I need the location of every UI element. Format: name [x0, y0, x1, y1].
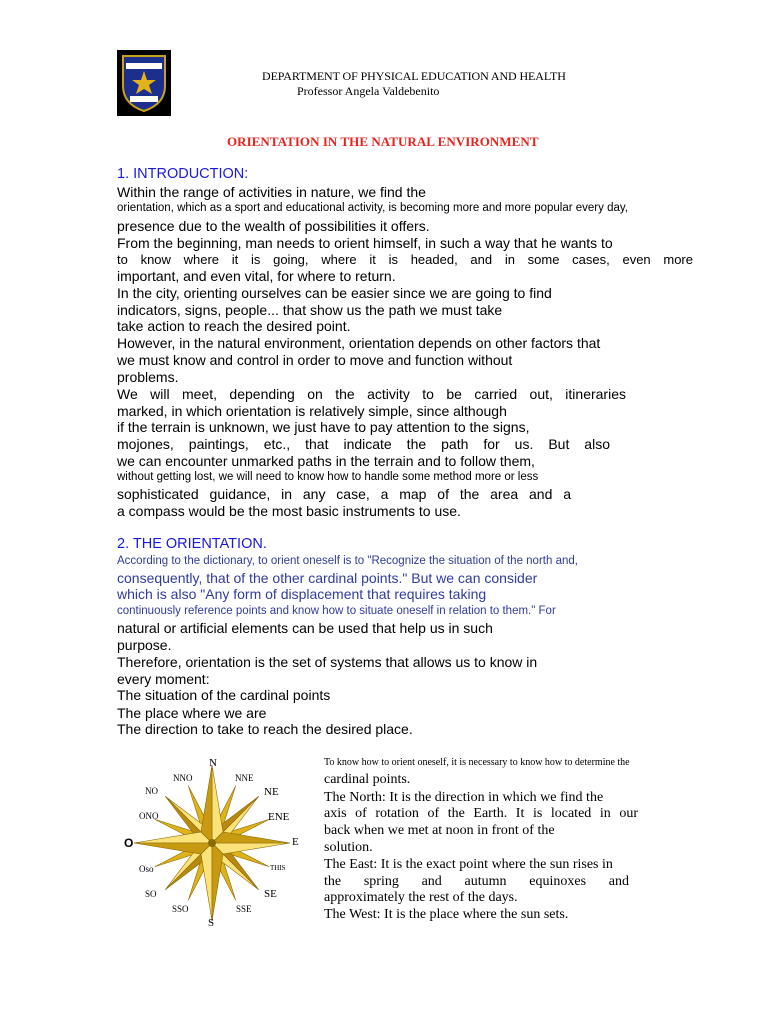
- orientation-line: The place where we are: [117, 705, 267, 721]
- orientation-line: continuously reference points and know how to situate oneself in relation to them." For: [117, 605, 556, 617]
- compass-label-n: N: [209, 757, 217, 769]
- cardinal-line: the spring and autumn equinoxes and: [324, 874, 629, 889]
- orientation-line: natural or artificial elements can be used that help us in such: [117, 620, 493, 636]
- intro-line: indicators, signs, people... that show us the path we must take: [117, 302, 503, 318]
- intro-line: without getting lost, we will need to know how to handle some method more or less: [117, 471, 539, 483]
- intro-line: We will meet, depending on the activity to be carried out, itineraries: [117, 386, 626, 402]
- intro-line: mojones, paintings, etc., that indicate the path for us. But also: [117, 436, 610, 452]
- orientation-line: every moment:: [117, 671, 210, 687]
- compass-label-ese: THIS: [270, 864, 286, 872]
- orientation-line: The situation of the cardinal points: [117, 687, 331, 703]
- school-logo: [117, 50, 171, 116]
- document-title: ORIENTATION IN THE NATURAL ENVIRONMENT: [227, 134, 539, 149]
- intro-line: problems.: [117, 369, 179, 385]
- compass-label-sse: SSE: [236, 904, 252, 914]
- intro-line: a compass would be the most basic instruments to use.: [117, 503, 461, 519]
- compass-label-e: E: [292, 836, 299, 848]
- compass-label-ene: ENE: [268, 811, 290, 823]
- compass-label-se: SE: [264, 888, 277, 900]
- cardinal-line: approximately the rest of the days.: [324, 890, 518, 905]
- cardinal-line: back when we met at noon in front of the: [324, 823, 555, 838]
- intro-line: marked, in which orientation is relatively simple, since although: [117, 403, 507, 419]
- cardinal-line: axis of rotation of the Earth. It is located in our: [324, 806, 638, 821]
- compass-label-sso: SSO: [172, 904, 189, 914]
- compass-label-ono: ONO: [139, 811, 159, 821]
- compass-rose: [118, 752, 300, 932]
- orientation-line: Therefore, orientation is the set of systems that allows us to know in: [117, 654, 538, 670]
- compass-label-so: SO: [145, 889, 157, 899]
- orientation-line: consequently, that of the other cardinal points." But we can consider: [117, 570, 538, 586]
- compass-label-o: O: [124, 836, 134, 850]
- cardinal-line: To know how to orient oneself, it is necessary to know how to determine the: [324, 757, 630, 768]
- intro-line: presence due to the wealth of possibilities it offers.: [117, 218, 430, 234]
- orientation-line: which is also "Any form of displacement that requires taking: [117, 586, 487, 602]
- cardinal-line: The East: It is the exact point where the sun rises in: [324, 857, 613, 872]
- intro-line: However, in the natural environment, orientation depends on other factors that: [117, 335, 601, 351]
- cardinal-line: solution.: [324, 840, 373, 855]
- intro-line: Within the range of activities in nature, we find the: [117, 184, 426, 200]
- cardinal-line: The North: It is the direction in which we find the: [324, 790, 604, 805]
- intro-heading: 1. INTRODUCTION:: [117, 166, 249, 182]
- orientation-line: According to the dictionary, to orient oneself is to "Recognize the situation of the north and,: [117, 555, 578, 567]
- cardinal-line: cardinal points.: [324, 772, 411, 787]
- compass-label-no: NO: [145, 786, 158, 796]
- compass-label-nno: NNO: [173, 773, 193, 783]
- professor-name: Professor Angela Valdebenito: [297, 84, 440, 98]
- cardinal-line: The West: It is the place where the sun sets.: [324, 907, 569, 922]
- compass-rose-icon: [118, 752, 300, 932]
- intro-line: important, and even vital, for where to return.: [117, 268, 396, 284]
- intro-line: to know where it is going, where it is headed, and in some cases, even more: [117, 252, 693, 267]
- orientation-line: purpose.: [117, 637, 172, 653]
- intro-line: From the beginning, man needs to orient himself, in such a way that he wants to: [117, 235, 613, 251]
- compass-label-oso: Oso: [139, 864, 154, 874]
- intro-line: In the city, orienting ourselves can be easier since we are going to find: [117, 285, 552, 301]
- intro-line: orientation, which as a sport and educational activity, is becoming more and more popular every day,: [117, 202, 628, 214]
- department-name: DEPARTMENT OF PHYSICAL EDUCATION AND HEALTH: [262, 69, 566, 83]
- orientation-heading: 2. THE ORIENTATION.: [117, 536, 267, 552]
- compass-label-s: S: [208, 917, 215, 929]
- orientation-line: The direction to take to reach the desired place.: [117, 721, 413, 737]
- compass-label-nne: NNE: [235, 773, 254, 783]
- intro-line: if the terrain is unknown, we just have to pay attention to the signs,: [117, 419, 530, 435]
- compass-label-ne: NE: [264, 786, 279, 798]
- intro-line: take action to reach the desired point.: [117, 318, 351, 334]
- intro-line: we can encounter unmarked paths in the terrain and to follow them,: [117, 453, 535, 469]
- intro-line: sophisticated guidance, in any case, a map of the area and a: [117, 486, 571, 502]
- intro-line: we must know and control in order to move and function without: [117, 352, 513, 368]
